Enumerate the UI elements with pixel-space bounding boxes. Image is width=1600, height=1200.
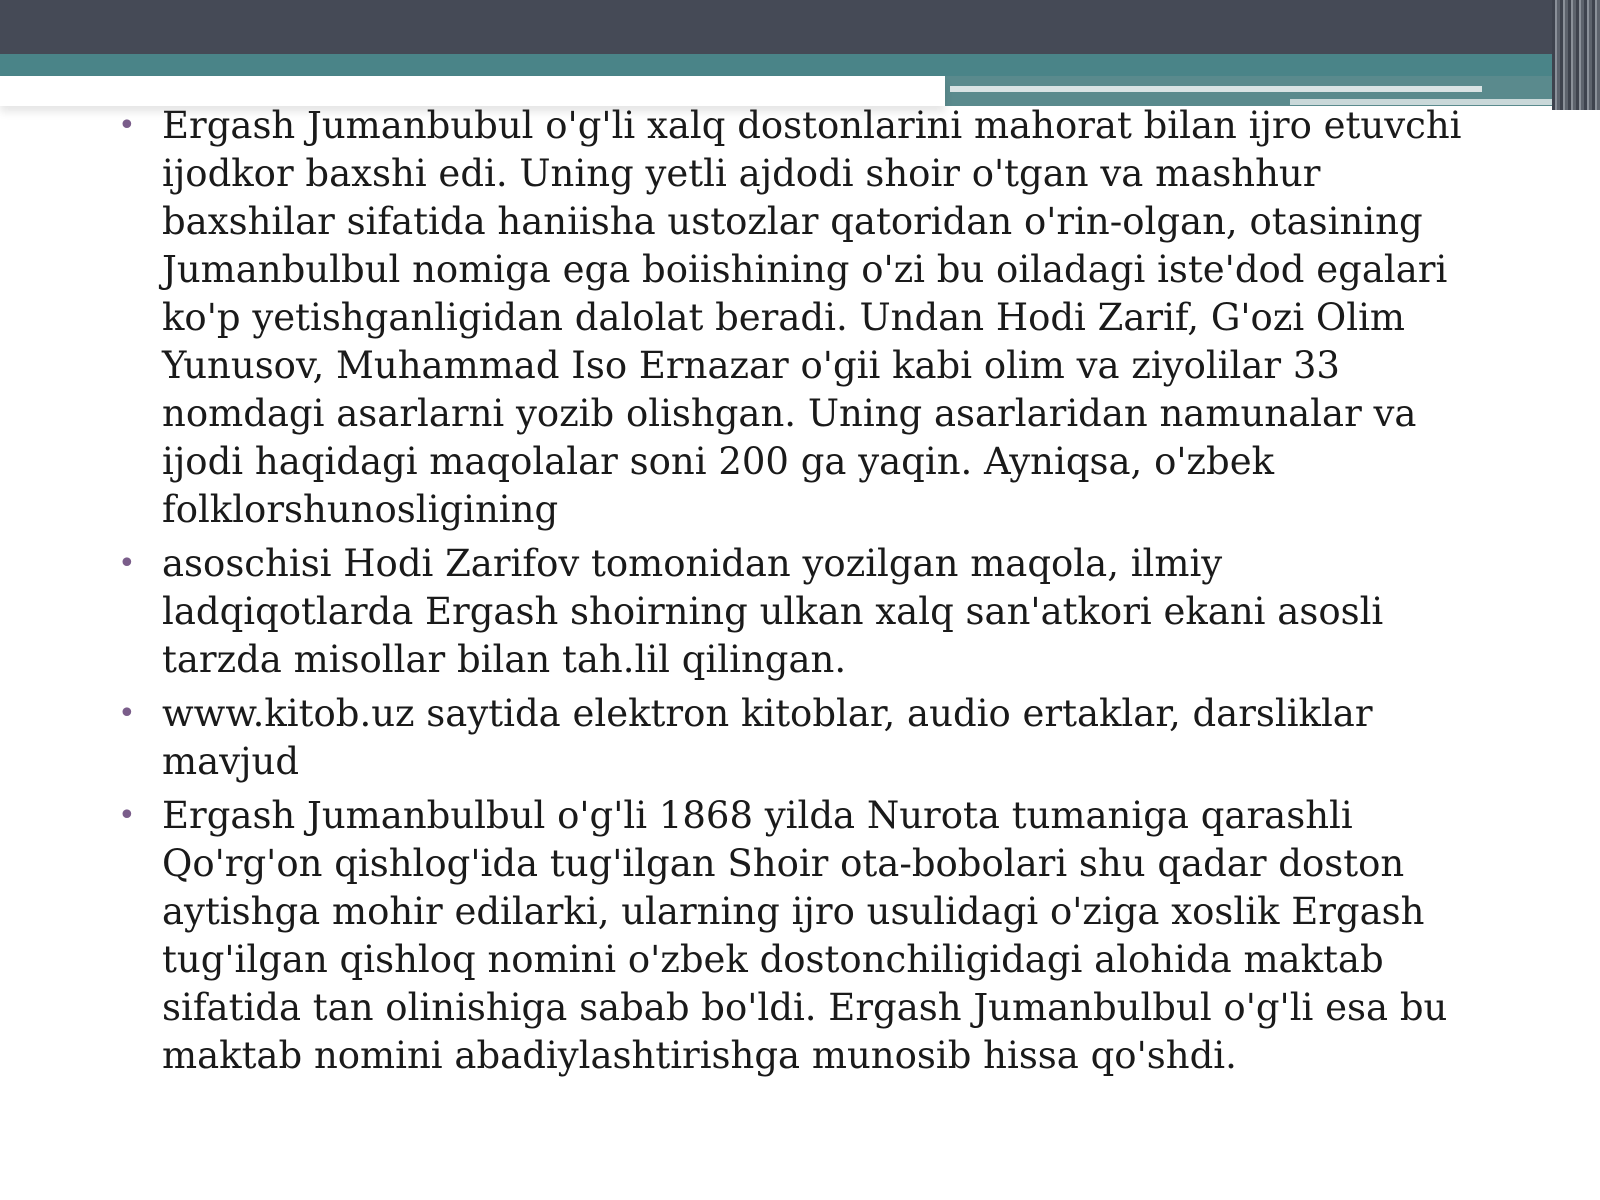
text-line: folklorshunosligining (162, 488, 559, 531)
bullet-text (162, 792, 1510, 1080)
bullet-icon: • (118, 546, 136, 581)
text-line: Yunusov, Muhammad Iso Ernazar o'gii kabi olim va ziyolilar 33 (162, 344, 1340, 387)
header-teal-band (0, 54, 1600, 76)
bullet-icon: • (118, 696, 136, 731)
text-line: maktab nomini abadiylashtirishga munosib hissa qo'shdi. (162, 1034, 1237, 1077)
bullet-item-1 (110, 102, 1510, 534)
bullet-icon: • (118, 108, 136, 143)
text-line: mavjud (162, 740, 300, 783)
text-line: ladqiqotlarda Ergash shoirning ulkan xalq san'atkori ekani asosli (162, 590, 1384, 633)
bullet-text (162, 102, 1510, 534)
bullet-text (162, 540, 1510, 684)
text-line: baxshilar sifatida haniisha ustozlar qatoridan o'rin-olgan, otasining (162, 200, 1423, 243)
bullet-item-3 (110, 690, 1510, 786)
text-line: Qo'rg'on qishlog'ida tug'ilgan Shoir ota-bobolari shu qadar doston (162, 842, 1405, 885)
bullet-icon: • (118, 798, 136, 833)
bullet-item-4 (110, 792, 1510, 1080)
text-line: aytishga mohir edilarki, ularning ijro usulidagi o'ziga xoslik Ergash (162, 890, 1425, 933)
text-line: sifatida tan olinishiga sabab bo'ldi. Ergash Jumanbulbul o'g'li esa bu (162, 986, 1448, 1029)
text-line: asoschisi Hodi Zarifov tomonidan yozilgan maqola, ilmiy (162, 542, 1223, 585)
text-line: tarzda misollar bilan tah.lil qilingan. (162, 638, 847, 681)
text-line: ijodi haqidagi maqolalar soni 200 ga yaqin. Ayniqsa, o'zbek (162, 440, 1275, 483)
text-line: Ergash Jumanbubul o'g'li xalq dostonlarini mahorat bilan ijro etuvchi (162, 104, 1462, 147)
bullet-item-2 (110, 540, 1510, 684)
text-line: ko'p yetishganligidan dalolat beradi. Undan Hodi Zarif, G'ozi Olim (162, 296, 1406, 339)
slide-body (110, 102, 1510, 1086)
text-line: tug'ilgan qishloq nomini o'zbek dostonchiligidagi alohida maktab (162, 938, 1384, 981)
header-dark-bar (0, 0, 1600, 54)
bullet-text (162, 690, 1510, 786)
text-line: Ergash Jumanbulbul o'g'li 1868 yilda Nurota tumaniga qarashli (162, 794, 1353, 837)
text-line: Jumanbulbul nomiga ega boiishining o'zi bu oiladagi iste'dod egalari (162, 248, 1448, 291)
header-edge-decoration (1552, 0, 1600, 110)
text-line: www.kitob.uz saytida elektron kitoblar, audio ertaklar, darsliklar (162, 692, 1373, 735)
text-line: ijodkor baxshi edi. Uning yetli ajdodi shoir o'tgan va mashhur (162, 152, 1321, 195)
text-line: nomdagi asarlarni yozib olishgan. Uning asarlaridan namunalar va (162, 392, 1417, 435)
header-light-strip (950, 86, 1482, 92)
